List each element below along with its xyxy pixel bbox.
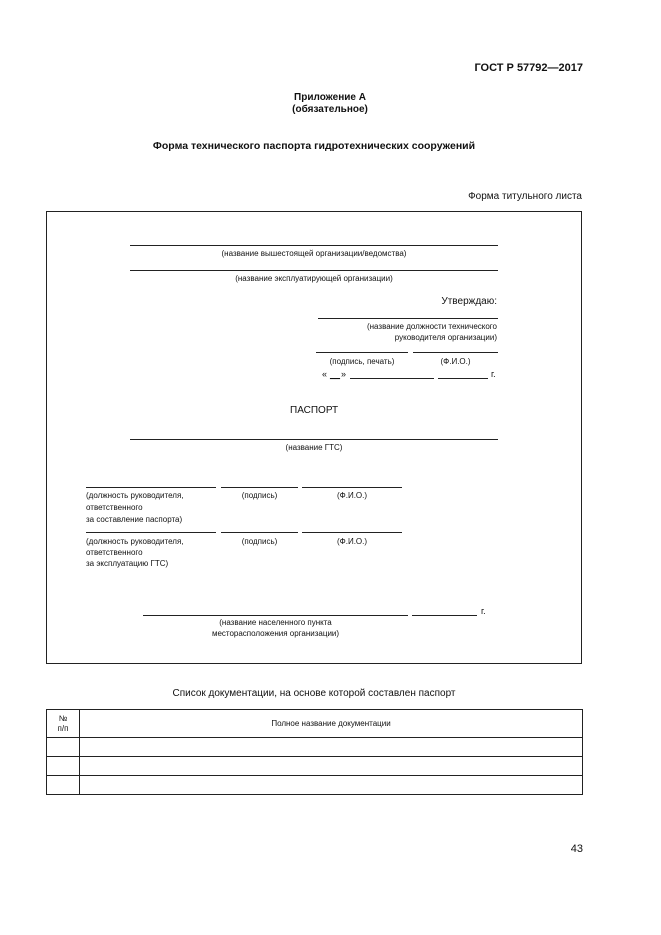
col-num-header-line-2: п/п: [57, 723, 69, 733]
doc-list-table: [46, 709, 583, 795]
place-line: [143, 615, 408, 616]
doc-list-header-row: [47, 710, 583, 738]
appendix-title: Приложение А: [294, 92, 366, 103]
signer-1-signature-caption: (подпись): [241, 491, 278, 500]
position-line: [318, 318, 498, 319]
col-name-header: Полное название документации: [80, 710, 583, 738]
place-caption-2: месторасположения организации): [211, 629, 340, 638]
signer-1-position-caption-3: за составление паспорта): [86, 515, 183, 524]
signer-2-fio-line: [302, 532, 402, 533]
form-title: Форма технического паспорта гидротехнических сооружений: [152, 140, 476, 152]
doc-code: ГОСТ Р 57792—2017: [474, 62, 583, 74]
signer-1-position-line: [86, 487, 216, 488]
signer-2-signature-line: [221, 532, 298, 533]
appendix-status: (обязательное): [292, 104, 368, 115]
table-row: [47, 776, 583, 795]
signer-2-fio-caption: (Ф.И.О.): [336, 537, 368, 546]
signer-2-position-caption-3: за эксплуатацию ГТС): [86, 559, 169, 568]
gts-name-caption: (название ГТС): [285, 443, 343, 452]
superior-org-line: [130, 245, 498, 246]
signer-1-fio-line: [302, 487, 402, 488]
signer-1-signature-line: [221, 487, 298, 488]
table-row: [47, 757, 583, 776]
passport-heading: ПАСПОРТ: [290, 405, 339, 416]
form-caption: Форма титульного листа: [468, 191, 582, 202]
page-number: 43: [570, 843, 583, 855]
signature-stamp-line: [316, 352, 408, 353]
row-name-cell: [80, 776, 583, 795]
col-num-header: [47, 710, 80, 738]
operating-org-line: [130, 270, 498, 271]
position-caption-1: (название должности технического: [366, 322, 497, 331]
superior-org-caption: (название вышестоящей организации/ведомства): [221, 249, 407, 258]
table-row: [47, 738, 583, 757]
col-num-header-line-1: №: [58, 713, 68, 723]
row-num-cell: [47, 738, 80, 757]
row-name-cell: [80, 757, 583, 776]
signer-2-position-caption-1: (должность руководителя,: [86, 537, 184, 546]
place-year-line: [412, 615, 477, 616]
signer-2-position-line: [86, 532, 216, 533]
gts-name-line: [130, 439, 498, 440]
operating-org-caption: (название эксплуатирующей организации): [235, 274, 393, 283]
date-year-line: [438, 378, 488, 379]
doc-list-title: Список документации, на основе которой составлен паспорт: [172, 688, 456, 699]
approver-fio-line: [413, 352, 498, 353]
position-caption-2: руководителя организации): [394, 333, 497, 342]
date-open-quote: «: [322, 369, 328, 379]
date-year-suffix: г.: [491, 369, 496, 379]
date-row: [320, 369, 500, 381]
signer-1-position-caption-1: (должность руководителя,: [86, 491, 184, 500]
row-name-cell: [80, 738, 583, 757]
signer-2-signature-caption: (подпись): [241, 537, 278, 546]
approver-fio-caption: (Ф.И.О.): [440, 357, 471, 366]
place-year-suffix: г.: [481, 606, 486, 616]
date-day-blank: __: [330, 369, 341, 379]
signer-1-fio-caption: (Ф.И.О.): [336, 491, 368, 500]
place-caption-1: (название населенного пункта: [219, 618, 332, 627]
row-num-cell: [47, 776, 80, 795]
signer-1-position-caption-2: ответственного: [86, 503, 143, 512]
date-month-line: [350, 378, 434, 379]
row-num-cell: [47, 757, 80, 776]
signer-2-position-caption-2: ответственного: [86, 548, 143, 557]
date-close-quote: »: [341, 369, 347, 379]
approve-label: Утверждаю:: [441, 296, 497, 307]
signature-stamp-caption: (подпись, печать): [329, 357, 395, 366]
